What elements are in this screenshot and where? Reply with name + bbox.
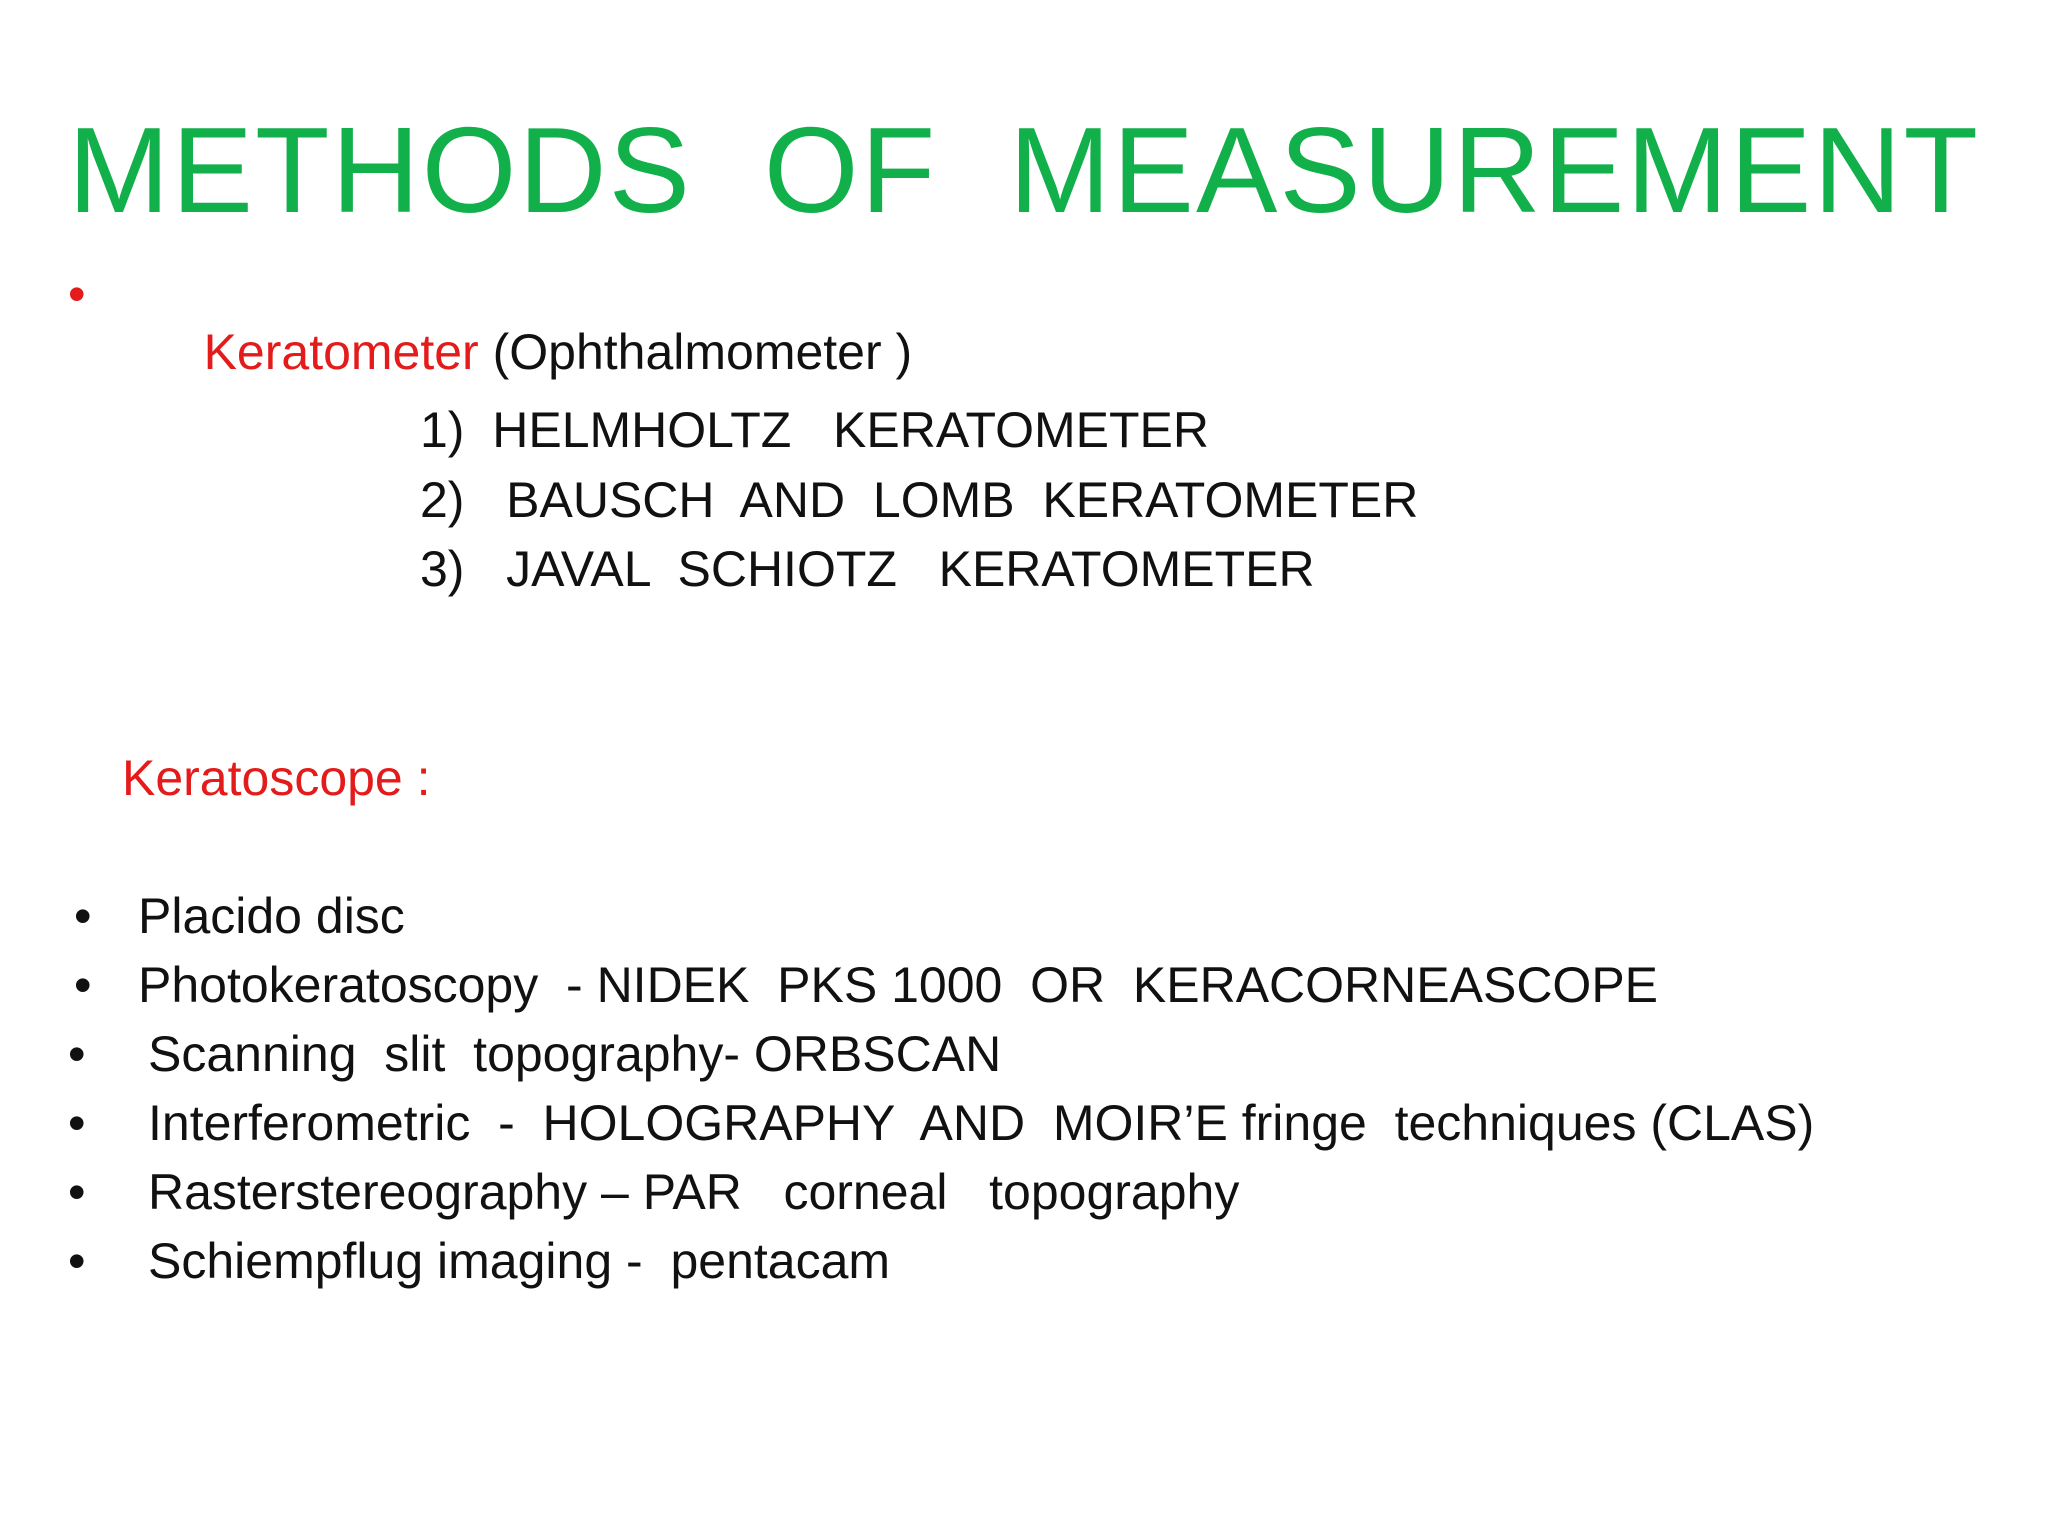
keratometer-item-2: 2) BAUSCH AND LOMB KERATOMETER <box>420 472 1419 528</box>
keratometer-item-1: 1) HELMHOLTZ KERATOMETER <box>420 402 1209 458</box>
keratoscope-item-5: Rasterstereography – PAR corneal topography <box>148 1164 1240 1220</box>
keratoscope-item-3: Scanning slit topography- ORBSCAN <box>148 1026 1002 1082</box>
slide-title: METHODS OF MEASUREMENT <box>68 102 1980 238</box>
keratoscope-bullet-1: • <box>74 888 92 944</box>
keratoscope-bullet-4: • <box>68 1095 86 1151</box>
keratoscope-bullet-2: • <box>74 957 92 1013</box>
keratoscope-bullet-6: • <box>68 1233 86 1289</box>
keratoscope-item-1: Placido disc <box>138 888 405 944</box>
keratoscope-bullet-5: • <box>68 1164 86 1220</box>
keratometer-suffix: (Ophthalmometer ) <box>478 324 913 380</box>
keratoscope-item-2: Photokeratoscopy - NIDEK PKS 1000 OR KERACORNEASCOPE <box>138 957 1659 1013</box>
keratoscope-heading: Keratoscope : <box>122 750 431 806</box>
keratometer-item-3: 3) JAVAL SCHIOTZ KERATOMETER <box>420 541 1315 597</box>
keratometer-label: Keratometer <box>203 324 479 380</box>
keratoscope-item-4: Interferometric - HOLOGRAPHY AND MOIR’E fringe techniques (CLAS) <box>148 1095 1815 1151</box>
keratoscope-bullet-3: • <box>68 1026 86 1082</box>
keratoscope-item-6: Schiempflug imaging - pentacam <box>148 1233 891 1289</box>
keratometer-bullet: • <box>68 266 86 322</box>
